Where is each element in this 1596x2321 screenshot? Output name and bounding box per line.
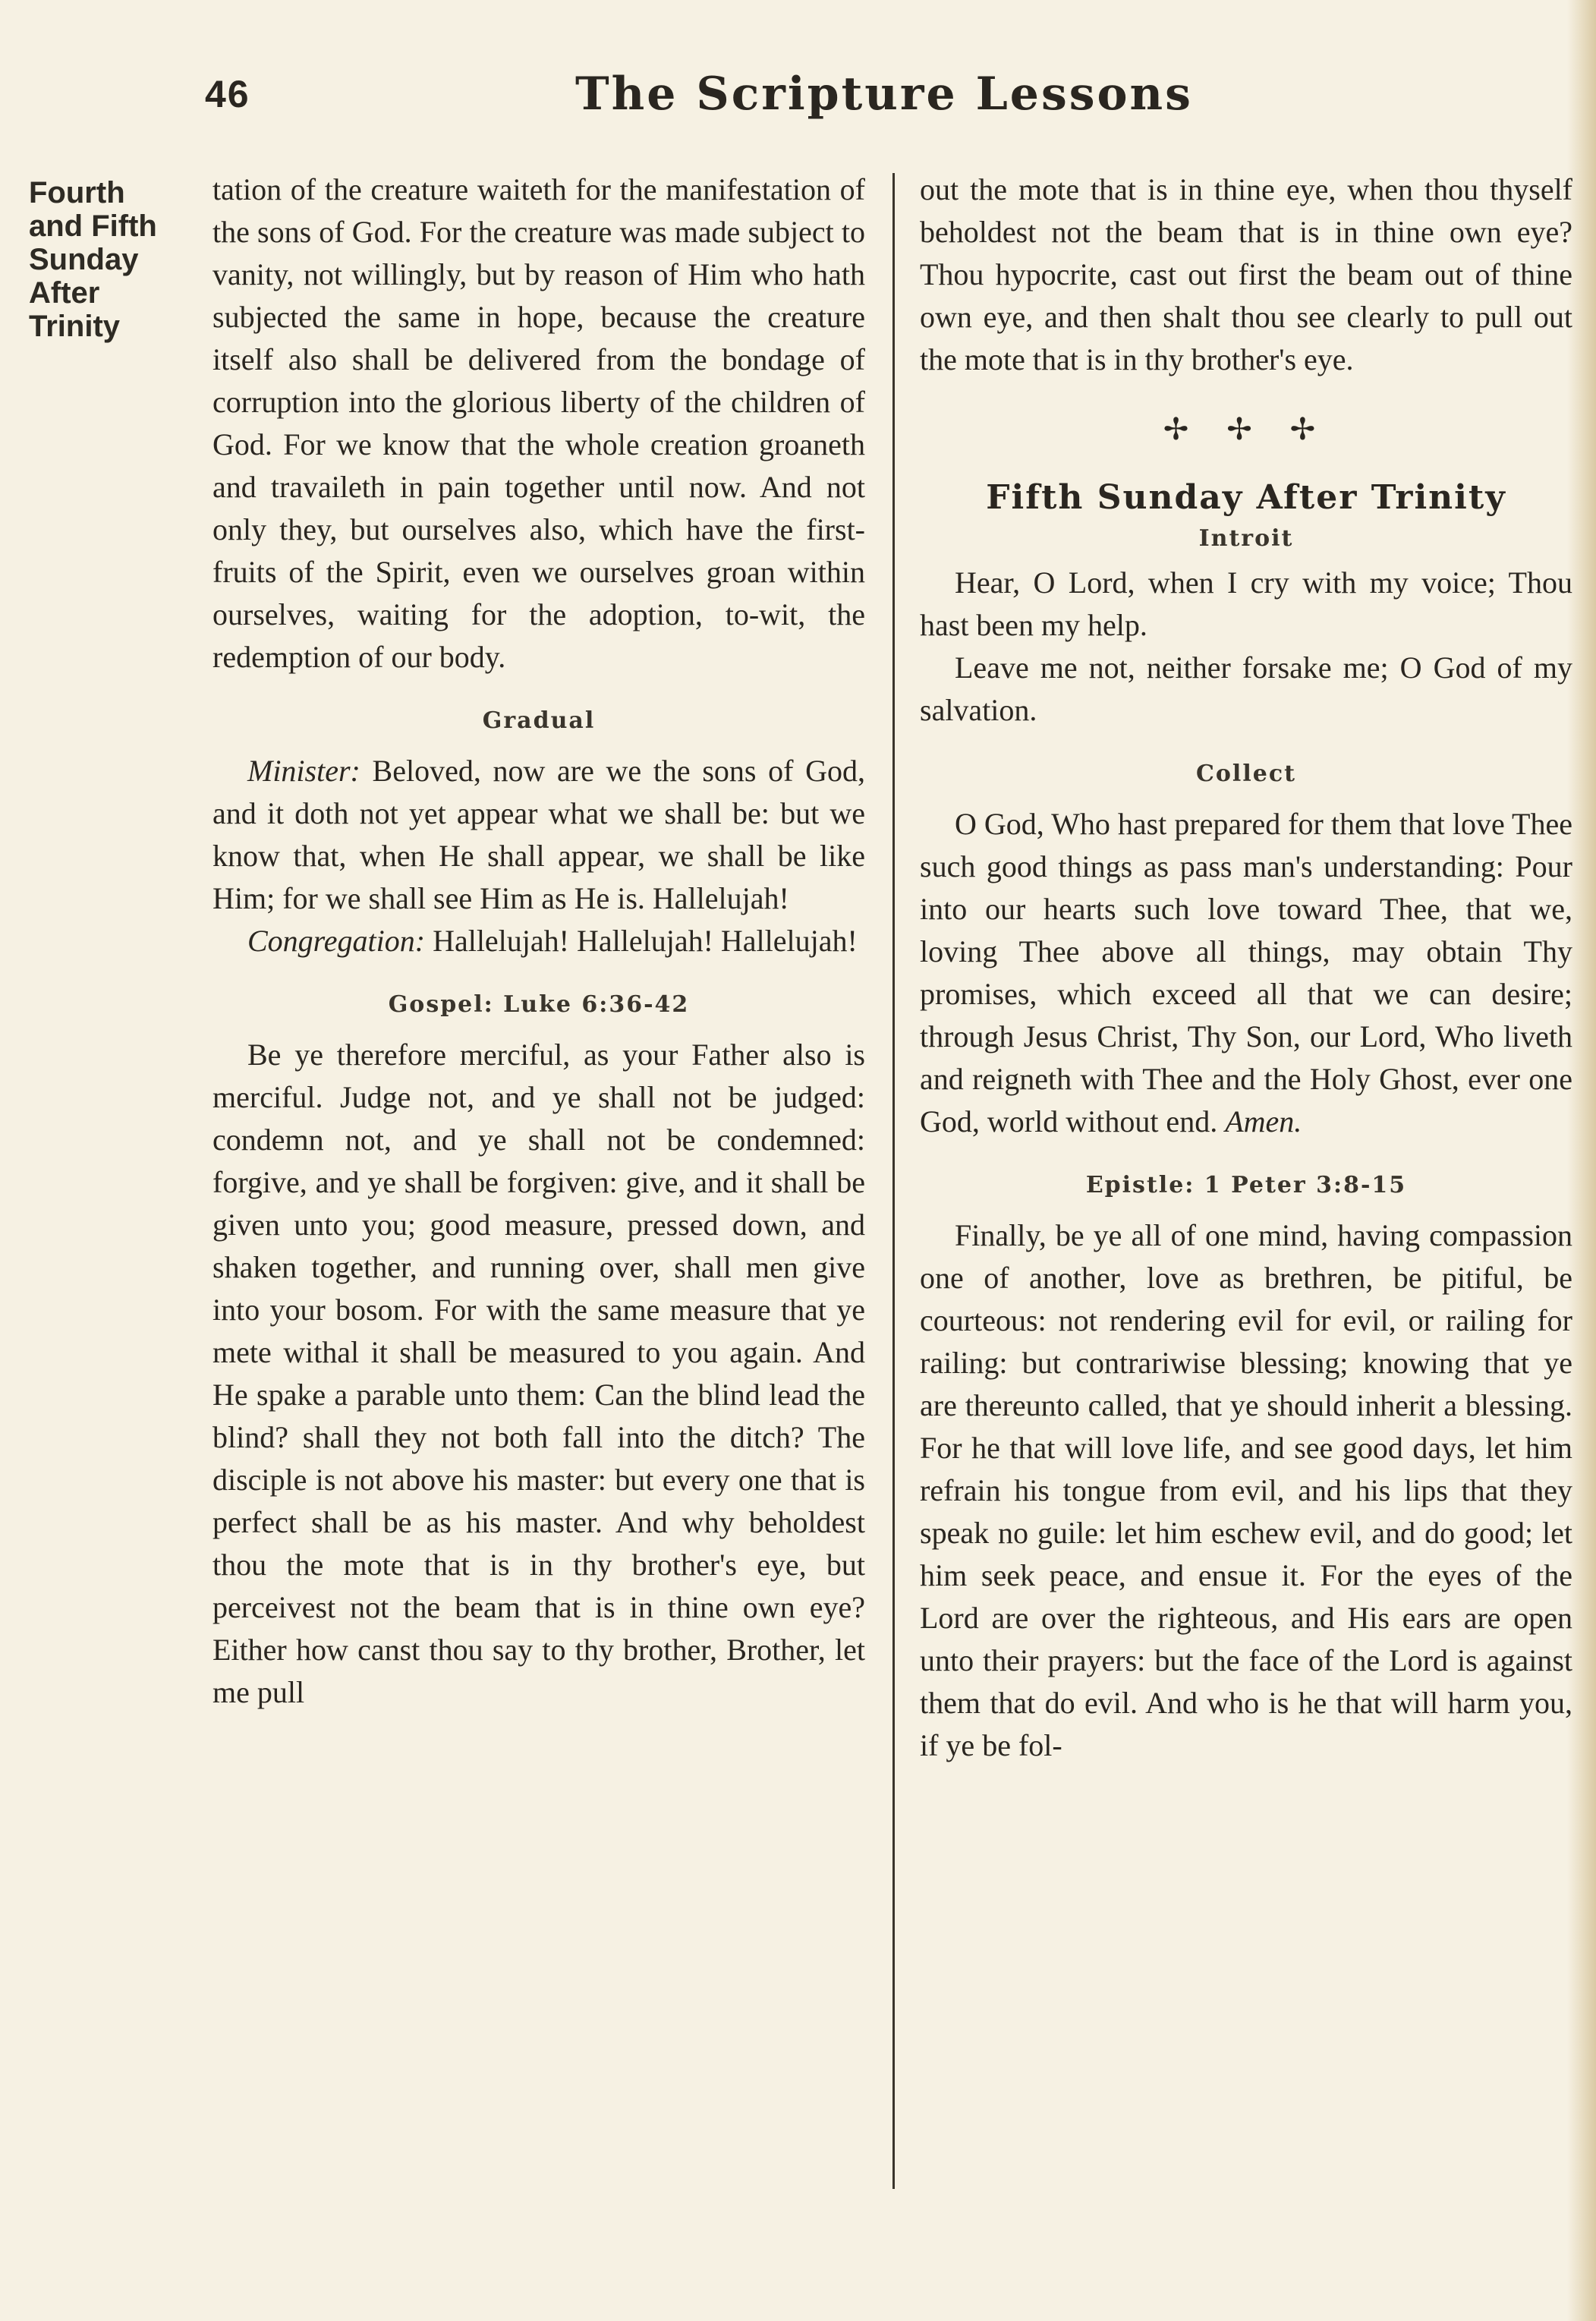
- side-label-line: and Fifth: [29, 209, 157, 243]
- gradual-minister-text: Beloved, now are we the sons of God, and it doth not yet appear what we shall be: but we know that, when He shall appear, we shall be like Him; for we shall see Him as He is. Hallelujah!: [212, 754, 865, 915]
- collect-paragraph: [920, 803, 1572, 1143]
- column-divider: [892, 173, 895, 2189]
- running-header: [205, 68, 1563, 125]
- right-column: [920, 168, 1572, 1767]
- collect-amen: Amen.: [1225, 1104, 1302, 1138]
- gradual-congregation-paragraph: [212, 920, 865, 962]
- side-label-line: After: [29, 276, 100, 310]
- cross-ornament: ✢ ✢ ✢: [1163, 412, 1330, 447]
- gradual-congregation-text: Hallelujah! Hallelujah! Hallelujah!: [433, 924, 858, 958]
- running-title: The Scripture Lessons: [575, 68, 1193, 121]
- side-label-line: Trinity: [29, 310, 121, 343]
- gradual-minister-paragraph: [212, 750, 865, 920]
- collect-heading: Collect: [1196, 761, 1296, 787]
- gospel-text: Be ye therefore merciful, as your Father also is merciful. Judge not, and ye shall not be judged: condemn not, and ye shall not be condemned: forgive, and ye shall be forgiven: give, and it shall be given unto you; good measure, pressed down, and shaken together, and running over, shall men give into your bosom. For with the same measure that ye mete withal it shall be measured to you again. And He spake a parable unto them: Can the blind lead the blind? shall they not both fall into the ditch? The disciple is not above his master: but every one that is perfect shall be as his master. And why beholdest thou the mote that is in thy brother's eye, but perceivest not the beam that is in thine own eye? Either how canst thou say to thy brother, Brother, let me pull: [212, 1038, 865, 1709]
- epistle-text: Finally, be ye all of one mind, having compassion one of another, love as brethren, be pitiful, be courteous: not rendering evil for evil, or railing for railing: but contrariwise blessing; knowing that ye are thereunto called, that ye should inherit a blessing. For he that will love life, and see good days, let him refrain his tongue from evil, and his lips that they speak no guile: let him eschew evil, and do good; let him seek peace, and ensue it. For the eyes of the Lord are over the righteous, and His ears are open unto their prayers: but the face of the Lord is against them that do evil. And who is he that will harm you, if ye be fol-: [920, 1218, 1572, 1762]
- gospel-continued-text: out the mote that is in thine eye, when thou thyself beholdest not the beam that is in thine own eye? Thou hypocrite, cast out first the beam out of thine own eye, and then shalt thou see clearly to pull out the mote that is in thy brother's eye.: [920, 172, 1572, 376]
- speaker-label: Minister:: [247, 754, 360, 788]
- left-column: [212, 168, 865, 1714]
- page-number: 46: [205, 73, 250, 115]
- side-label-line: Sunday: [29, 243, 139, 276]
- introit-heading: Introit: [1198, 525, 1294, 552]
- collect-text: O God, Who hast prepared for them that love Thee such good things as pass man's understanding: Pour into our hearts such love toward Thee, that we, loving Thee above all things, may obtain Thy promises, which exceed all that we can desire; through Jesus Christ, Thy Son, our Lord, Who liveth and reigneth with Thee and the Holy Ghost, ever one God, world without end.: [920, 807, 1572, 1138]
- epistle-continued-text: tation of the creature waiteth for the manifestation of the sons of God. For the creature was made subject to vanity, not willingly, but by reason of Him who hath subjected the same in hope, because the creature itself also shall be delivered from the bondage of corruption into the glorious liberty of the children of God. For we know that the whole creation groaneth and travaileth in pain together until now. And not only they, but ourselves also, which have the first-fruits of the Spirit, even we ourselves groan within ourselves, waiting for the adoption, to-wit, the redemption of our body.: [212, 172, 865, 674]
- gradual-heading: Gradual: [482, 707, 596, 734]
- epistle-heading: Epistle: 1 Peter 3:8-15: [1085, 1172, 1407, 1198]
- speaker-label: Congregation:: [247, 924, 426, 958]
- introit-line: Hear, O Lord, when I cry with my voice; Thou hast been my help.: [920, 565, 1572, 642]
- gospel-heading: Gospel: Luke 6:36-42: [388, 991, 690, 1018]
- introit-line: Leave me not, neither forsake me; O God of my salvation.: [920, 650, 1572, 727]
- side-label-line: Fourth: [29, 176, 125, 209]
- side-label: [29, 176, 188, 343]
- section-title: Fifth Sunday After Trinity: [986, 478, 1506, 517]
